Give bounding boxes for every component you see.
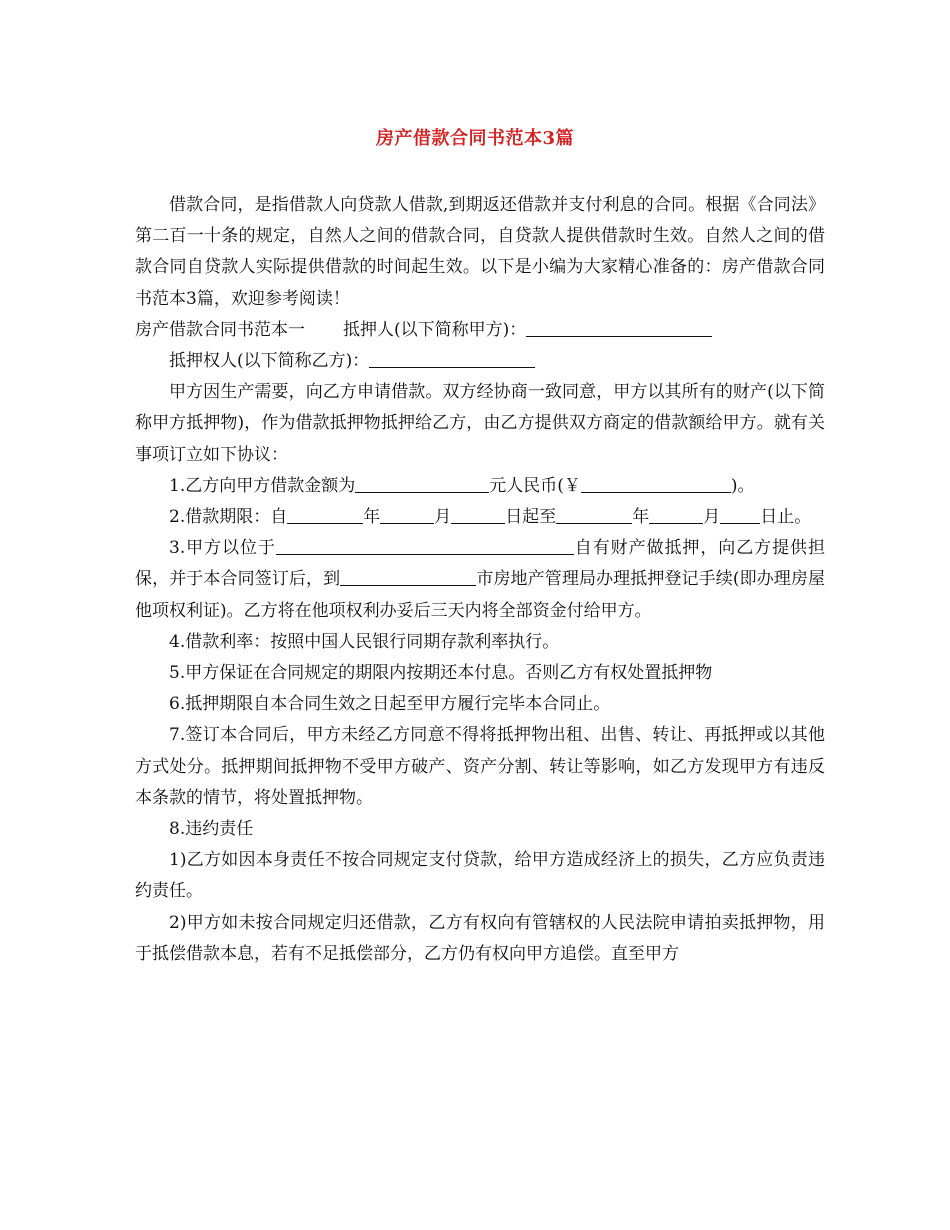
purpose-paragraph: 甲方因生产需要，向乙方申请借款。双方经协商一致同意，甲方以其所有的财产(以下简称甲方抵押物)，作为借款抵押物抵押给乙方，由乙方提供双方商定的借款额给甲方。就有关事项订立如下协议： [135, 382, 825, 465]
sample1-label: 房产借款合同书范本一 [135, 319, 305, 340]
start-month-blank [380, 505, 434, 524]
item3-middle: 自有财产做抵押，向乙方提供担保，并于本合同签订后，到 [135, 538, 825, 590]
sample1-mortgagor-line [135, 315, 825, 346]
city-blank [340, 567, 476, 586]
item2-day1: 日起至 [505, 507, 557, 528]
item3-prefix: 3.甲方以位于 [169, 538, 276, 559]
mortgagee-line [135, 346, 825, 377]
start-day-blank [451, 505, 505, 524]
loan-amount-figure-blank [581, 474, 731, 493]
item-4: 4.借款利率：按照中国人民银行同期存款利率执行。 [169, 631, 560, 652]
item-1 [135, 471, 825, 502]
item2-prefix: 2.借款期限：自 [169, 507, 288, 528]
loan-amount-blank [355, 474, 489, 493]
item2-year1: 年 [363, 507, 381, 528]
document-body [135, 190, 825, 970]
mortgagee-label: 抵押权人(以下简称乙方)： [169, 351, 370, 372]
item3-suffix: 市房地产管理局办理抵押登记手续(即办理房屋他项权利证)。乙方将在他项权利办妥后三天内将全部资金付给甲方。 [135, 569, 826, 621]
end-day-blank [720, 505, 760, 524]
intro-paragraph: 借款合同，是指借款人向贷款人借款,到期返还借款并支付利息的合同。根据《合同法》第二百一十条的规定，自然人之间的借款合同，自贷款人提供借款时生效。自然人之间的借款合同自贷款人实际提供借款的时间起生效。以下是小编为大家精心准备的：房产借款合同书范本3篇，欢迎参考阅读！ [135, 195, 825, 309]
item-6: 6.抵押期限自本合同生效之日起至甲方履行完毕本合同止。 [169, 694, 611, 715]
item-7: 7.签订本合同后，甲方未经乙方同意不得将抵押物出租、出售、转让、再抵押或以其他方式处分。抵押期间抵押物不受甲方破产、资产分割、转让等影响，如乙方发现甲方有违反本条款的情节，将处置抵押物。 [135, 725, 825, 808]
document-title: 房产借款合同书范本3篇 [375, 128, 575, 149]
item1-middle: 元人民币(￥ [489, 475, 581, 496]
property-location-blank [276, 536, 574, 555]
item-2 [135, 502, 825, 533]
end-month-blank [649, 505, 703, 524]
item-5: 5.甲方保证在合同规定的期限内按期还本付息。否则乙方有权处置抵押物 [169, 663, 713, 684]
end-year-blank [556, 505, 632, 524]
start-year-blank [287, 505, 363, 524]
item2-end: 日止。 [760, 507, 812, 528]
item-8: 8.违约责任 [169, 819, 254, 840]
item1-suffix: )。 [730, 475, 755, 496]
mortgagee-blank [369, 349, 535, 368]
item1-prefix: 1.乙方向甲方借款金额为 [169, 475, 356, 496]
item-8-2: 2)甲方如未按合同规定归还借款，乙方有权向有管辖权的人民法院申请拍卖抵押物，用于抵偿借款本息，若有不足抵偿部分，乙方仍有权向甲方追偿。直至甲方 [135, 912, 825, 964]
item2-year2: 年 [632, 507, 650, 528]
mortgagor-blank [526, 318, 712, 337]
mortgagor-label: 抵押人(以下简称甲方)： [343, 319, 527, 340]
item-8-1: 1)乙方如因本身责任不按合同规定支付贷款，给甲方造成经济上的损失，乙方应负责违约责任。 [135, 850, 825, 902]
item2-month1: 月 [434, 507, 452, 528]
item2-month2: 月 [703, 507, 721, 528]
item-3 [135, 533, 825, 627]
